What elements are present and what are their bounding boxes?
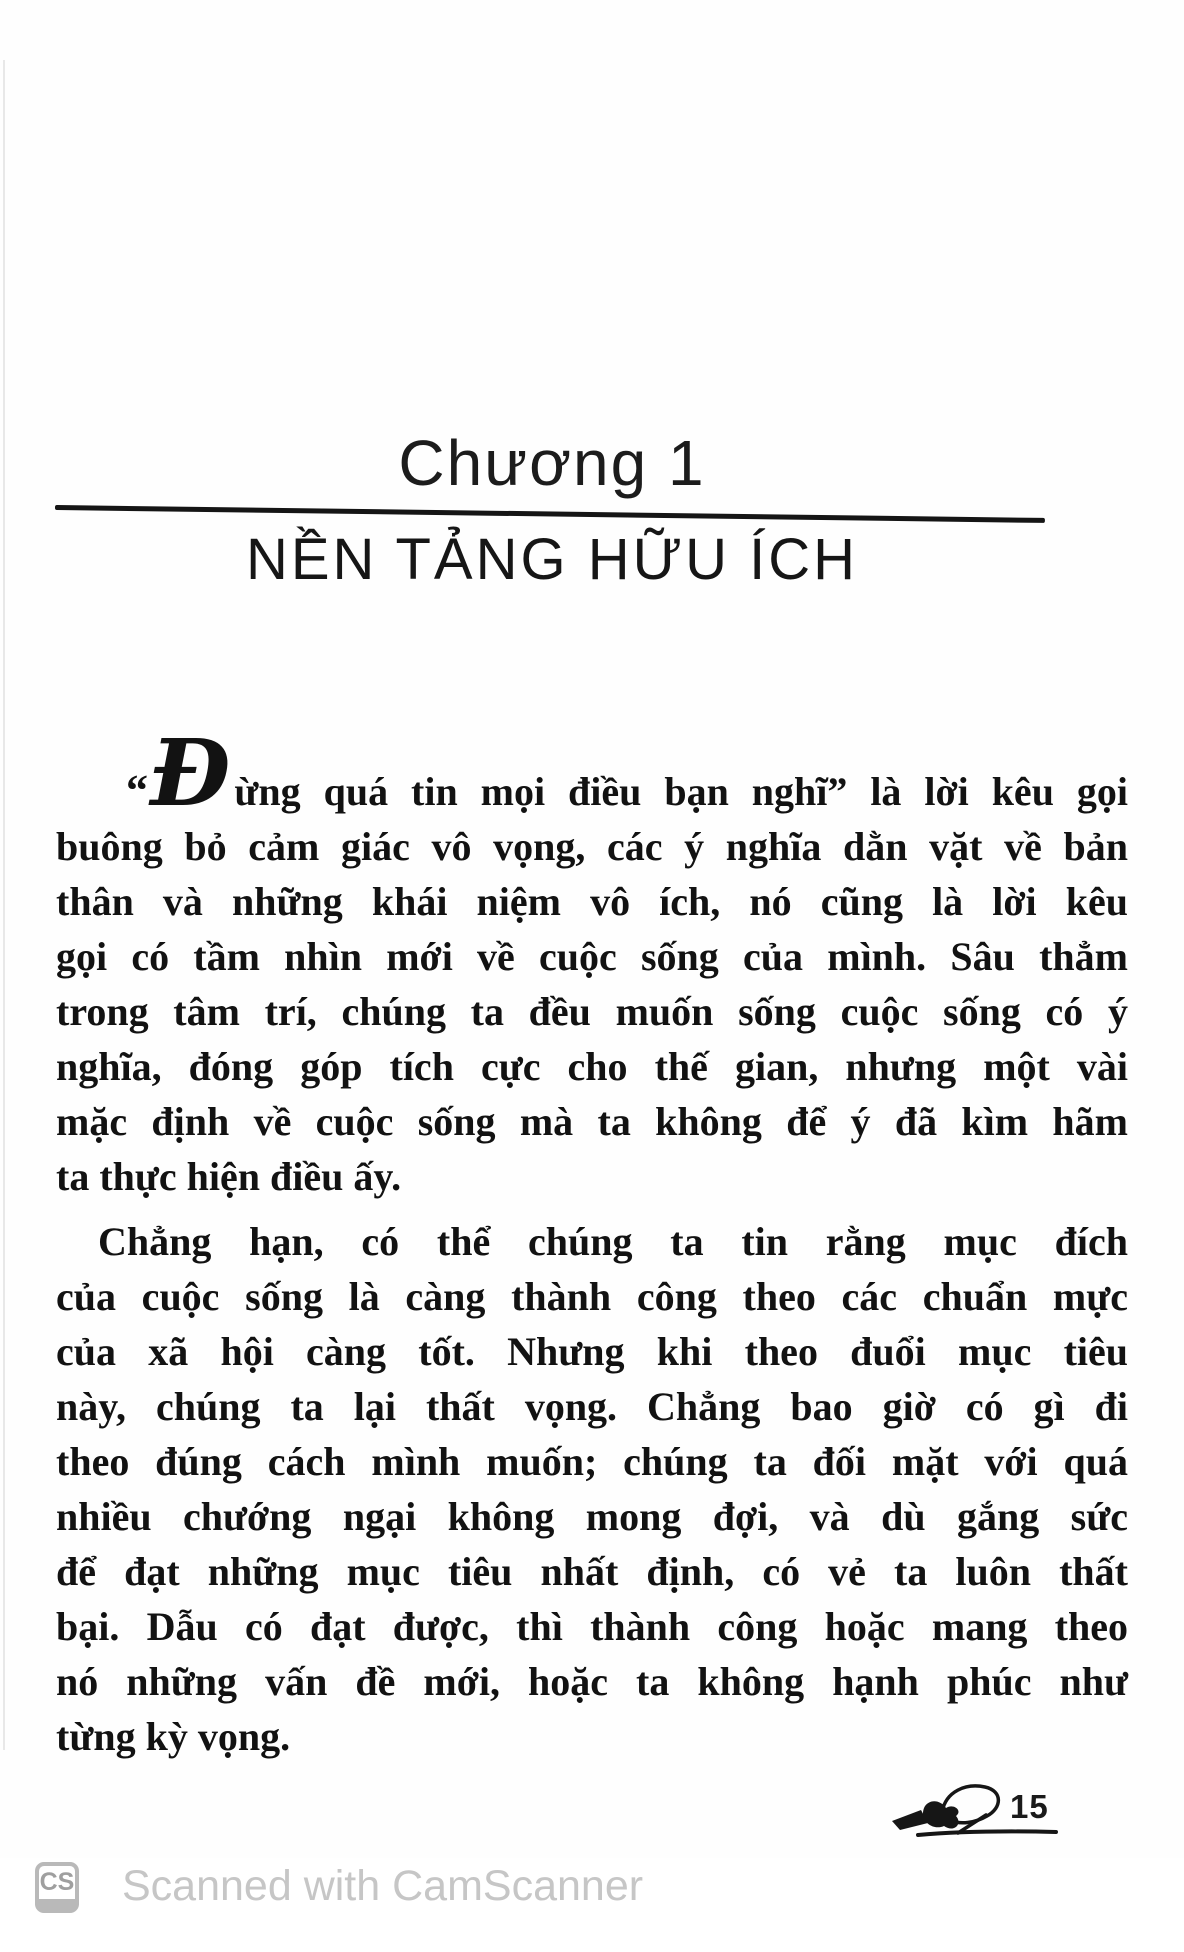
text-line: ta thực hiện điều ấy. (56, 1154, 402, 1199)
text-line: bại. Dẫu có đạt được, thì thành công hoặc mang theo (56, 1604, 1128, 1649)
page-number: 15 (1010, 1788, 1049, 1825)
chapter-divider-rule (55, 505, 1045, 523)
paragraph (56, 719, 1128, 1204)
text-line: thân và những khái niệm vô ích, nó cũng là lời kêu (56, 879, 1128, 924)
text-line: này, chúng ta lại thất vọng. Chẳng bao giờ có gì đi (56, 1384, 1128, 1429)
text-line: của xã hội càng tốt. Nhưng khi theo đuổi mục tiêu (56, 1329, 1128, 1374)
body-text (56, 719, 1128, 1764)
open-quote-mark: “ (126, 766, 150, 815)
text-line: mặc định về cuộc sống mà ta không để ý đã kìm hãm (56, 1099, 1128, 1144)
chapter-title: NỀN TẢNG HỮU ÍCH (245, 527, 859, 592)
text-line: nghĩa, đóng góp tích cực cho thế gian, nhưng một vài (56, 1044, 1128, 1089)
text-line: trong tâm trí, chúng ta đều muốn sống cuộc sống có ý (56, 989, 1128, 1034)
camscanner-logo-bar (38, 1899, 76, 1910)
text-line (56, 719, 1128, 827)
text-line: gọi có tầm nhìn mới về cuộc sống của mình. Sâu thẳm (56, 934, 1128, 979)
text-line: để đạt những mục tiêu nhất định, có vẻ ta luôn thất (56, 1549, 1128, 1594)
drop-cap-letter: Đ (150, 719, 231, 827)
camscanner-logo-text: CS (39, 1868, 75, 1896)
text-line: theo đúng cách mình muốn; chúng ta đối mặt với quá (56, 1439, 1128, 1484)
text-line: nhiều chướng ngại không mong đợi, và dù gắng sức (56, 1494, 1128, 1539)
page-footer-marker (890, 1782, 1070, 1844)
text-line: của cuộc sống là càng thành công theo các chuẩn mực (56, 1274, 1128, 1319)
camscanner-logo-icon (35, 1862, 79, 1913)
text-line-rest: ừng quá tin mọi điều bạn nghĩ” là lời kêu gọi (234, 769, 1128, 814)
text-line: từng kỳ vọng. (56, 1714, 291, 1759)
camscanner-watermark-text: Scanned with CamScanner (122, 1862, 644, 1910)
paragraph (56, 1214, 1128, 1764)
camscanner-watermark-bar (0, 1858, 1184, 1952)
text-line: buông bỏ cảm giác vô vọng, các ý nghĩa dằn vặt về bản (56, 824, 1128, 869)
text-line: nó những vấn đề mới, hoặc ta không hạnh phúc như (56, 1659, 1128, 1704)
chapter-label: Chương 1 (398, 427, 706, 499)
scan-edge-artifact (3, 60, 5, 1750)
text-line: Chẳng hạn, có thể chúng ta tin rằng mục đích (98, 1219, 1128, 1264)
